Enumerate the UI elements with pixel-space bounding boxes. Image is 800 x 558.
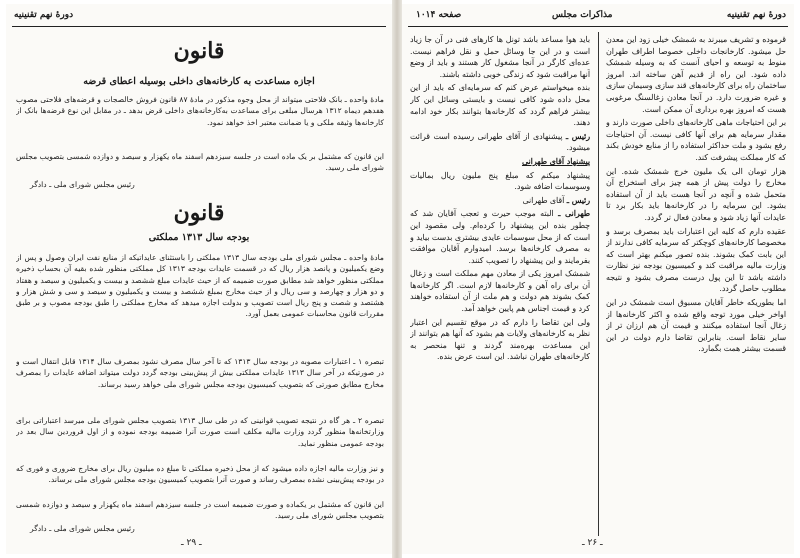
right-page [402,4,794,554]
paragraph: بنده میخواستم عرض کنم که سرمایه‌ای که باید از این محل داده شود کافی نیست و بایستی وسائل این کار بیشتر فراهم گردد که کارخانه‌ها بتوانند بکار خود ادامه دهند. [410,83,590,128]
law-title: قانون [173,38,225,64]
speech-text: آقای طهرانی [522,195,565,205]
page-number: ـ ۲۶ ـ [582,538,603,548]
page-number: ـ ۲۹ ـ [181,538,202,548]
text-column-right [606,34,786,534]
paragraph: بر این احتیاجات ماهی کارخانه‌های داخلی صورت دارند و مقدار سرمایه هم برای آنها کافی نیست. آن احتیاجات رفع بشود و ملت حداکثر استفاده را از منابع خودش بکند که کار مملکت پیشرفت کند. [606,118,786,162]
paragraph [410,131,590,154]
section-heading: پیشنهاد آقای طهرانی [521,156,590,166]
law-body: تبصره ۲ ـ هر گاه در نتیجه تصویب قوانینی که در طی سال ۱۳۱۳ بتصویب مجلس شورای ملی میرسد اعتباراتی برای وزارتخانه‌ها منظور گردد وزارت مالیه مکلف است صورت آنرا ضمیمه بودجه نموده و از اول فروردین سال بعد در بودجه عمومی منظور نماید. [16,416,384,448]
paragraph: هزار تومان الی یک ملیون خرج شمشک شده. این مخارج را دولت پیش از همه چیز برای استخراج آن متحمل شده و آنچه در آنجا هست باید از آن استفاده بشود. این سرمایه را در کارخانه‌ها باید بکار برد تا عایدات آنها زیاد شود و معادن فعال تر گردد. [606,166,786,222]
paragraph: ولی این تقاضا را دارم که در موقع تقسیم این اعتبار نظر به کارخانه‌های ولایات هم بشود که آنها هم بتوانند از این مساعدت بهره‌مند گردند و تنها منحصر به کارخانه‌های طهران نباشد. این است عرض بنده. [410,317,590,362]
text-column-left [410,34,590,534]
paragraph: اما بطوریکه خاطر آقایان مسبوق است شمشک در این اواخر خیلی مورد توجه واقع شده و اکثر کارخانه‌ها از زغال آنجا استفاده میکنند و قیمت آن هم ارزان تر از سایر نقاط است. بنابراین تقاضا دارم دولت در این قسمت بیشتر همت بگمارد. [606,298,786,354]
law-closing: این قانون که مشتمل بر یکماده و صورت ضمیمه است در جلسه سیزدهم اسفند ماه یکهزار و سیصد و دوازده شمسی بتصویب مجلس شورای ملی رسید. [16,500,384,521]
paragraph: شمشک امروز یکی از معادن مهم مملکت است و زغال آن برای راه آهن و کارخانه‌ها لازم است. اگر کارخانه‌ها کمک بشوند هم دولت و هم ملت از آن استفاده خواهند کرد و قیمت اجناس هم پایین خواهد آمد. [410,269,590,314]
paragraph: عقیده دارم که کلیه این اعتبارات باید بمصرف برسد و مخصوصا کارخانه‌های کوچکتر که سرمایه کافی ندارند از این بابت کمک بشوند. بنده تصور میکنم بهتر است که وزارت مالیه مراقبت کند و کمیسیون بودجه نیز نظارت داشته باشد تا این پول درست مصرف بشود و نتیجه مطلوب حاصل گردد. [606,226,786,294]
law-body: مادهٔ واحده ـ مجلس شورای ملی بودجه سال ۱۳۱۳ مملکتی را باستثنای عایداتیکه از منابع نفت ایران وصول و پس از وضع یکمیلیون و پانصد هزار ریال که در قسمت عایدات بودجه ۱۳۱۳ کل مملکتی منظور شده بقیه آن بحساب ذخیره مملکتی منظور خواهد شد مطابق صورت ضمیمه که از حیث عایدات مبلغ ششصد و بیست و یکمیلیون و سیصد و هفتاد و دو هزار و چهارصد و سی ریال و از حیث مخارج بمبلغ ششصد و بیست و یکمیلیون و سیصد و سی و شش هزار و هشتصد و شصت و پنج ریال است تصویب و بدولت اجازه میدهد که مخارج مملکتی را طبق بودجه مصوب و بر طبق مقررات قانون محاسبات عمومی بعمل آورد. [16,253,384,319]
paragraph [410,208,590,266]
header-rule [12,26,386,27]
paragraph: باید هوا مساعد باشد تونل ها کارهای فنی در آن جا زیاد است و در این جا وسائل حمل و نقل فراهم نیست. عده‌ای کارگر در آنجا مشغول کار هستند و باید از وضع آنها مراقبت شود که زندگی خوبی داشته باشند. [410,35,590,79]
law-subtitle: بودجه سال ۱۳۱۳ مملکتی [148,232,250,243]
law-body: مادهٔ واحده ـ بانک فلاحتی میتواند از محل وجوه مذکور در مادهٔ ۸۷ قانون فروش خالصجات و قرضه‌های فلاحتی مصوب هفدهم دیماه ۱۳۱۲ هرسال مبلغی برای مساعدت به‌کارخانه‌های داخلی قرض بدهد ـ در مقابل این نوع قرضه‌ها بانک از کارخانه‌ها وثیقه ملکی و یا ضمانت معتبر اخذ خواهد نمود. [16,95,384,127]
law-title: قانون [173,200,225,226]
law-body: تبصره ۱ ـ اعتبارات مصوبه در بودجه سال ۱۳۱۳ که تا آخر سال مصرف نشود بمصرف سال ۱۳۱۴ قابل انتقال است و در صورتیکه در آخر سال ۱۳۱۳ عایدات مملکتی بیش از پیش‌بینی بودجه گردد دولت میتواند اضافه عایدات را بمصرف مخارج مطابق صورتی که بتصویب کمیسیون بودجه مجلس شورای ملی خواهد رسید برساند. [16,357,384,389]
running-head: دورهٔ نهم تقنینیه [726,10,786,20]
running-head: دورهٔ نهم تقنینیه [14,10,74,20]
column-divider [598,32,599,536]
law-closing: این قانون که مشتمل بر یک ماده است در جلسه سیزدهم اسفند ماه یکهزار و سیصد و دوازده شمسی بتصویب مجلس شورای ملی رسید. [16,152,384,173]
paragraph: پیشنهاد میکنم که مبلغ پنج ملیون ریال بمالیات وسوسمات اضافه شود. [410,170,590,192]
book-gutter [392,0,402,558]
paragraph: قرموده و تشریف میبرند به شمشک خیلی زود این معدن حل میشود. کارخانجات داخلی خصوصا اطراف طهران منوط به توسعه و احیای آنست که به وسیله شمشک داده شود. این راه از قدیم آهن ساخته اند. امروز ساختمان راه برای کارخانه‌های قند سازی وسیمان سازی و غیره ضرورت دارد. در آنجا معادن زغالسنگ مرغوبی هست که امروز بهره برداری آن ممکن است. [606,35,786,114]
speech-text: پیشنهادی از آقای طهرانی رسیده است قرائت میشود. [410,131,590,153]
speaker-label: رئیس ـ [565,131,590,141]
paragraph [410,195,590,207]
running-head-title: مذاکرات مجلس [552,10,613,20]
law-signature: رئیس مجلس شورای ملی ـ دادگر [30,180,135,189]
left-page [6,4,392,554]
header-rule [408,26,788,27]
running-head-page: صفحه ۱۰۱۴ [416,10,462,20]
speaker-label: طهرانی ـ [558,209,590,219]
law-subtitle: اجازه مساعدت به کارخانه‌های داخلی بوسیله اعطای قرضه [83,76,315,87]
law-signature: رئیس مجلس شورای ملی ـ دادگر [30,524,135,533]
law-body: و نیز وزارت مالیه اجازه داده میشود که از محل ذخیره مملکتی تا مبلغ ده میلیون ریال برای مخارج ضروری و فوری که در بودجه پیش‌بینی نشده بمصرف رساند و صورت آنرا بتصویب کمیسیون بودجه مجلس شورای ملی برساند. [16,464,384,485]
speaker-label: رئیس ـ [566,195,590,205]
speech-text: البته موجب حیرت و تعجب آقایان شد که چطور بنده این پیشنهاد را کرده‌ام. ولی مقصود این است که از محل سوسمات عایدی بیشتری بدست بیاید و به مصرف کارخانه‌ها برسد. امیدوارم آقایان موافقت بفرمایند و این پیشنهاد را تصویب کنند. [410,209,590,265]
